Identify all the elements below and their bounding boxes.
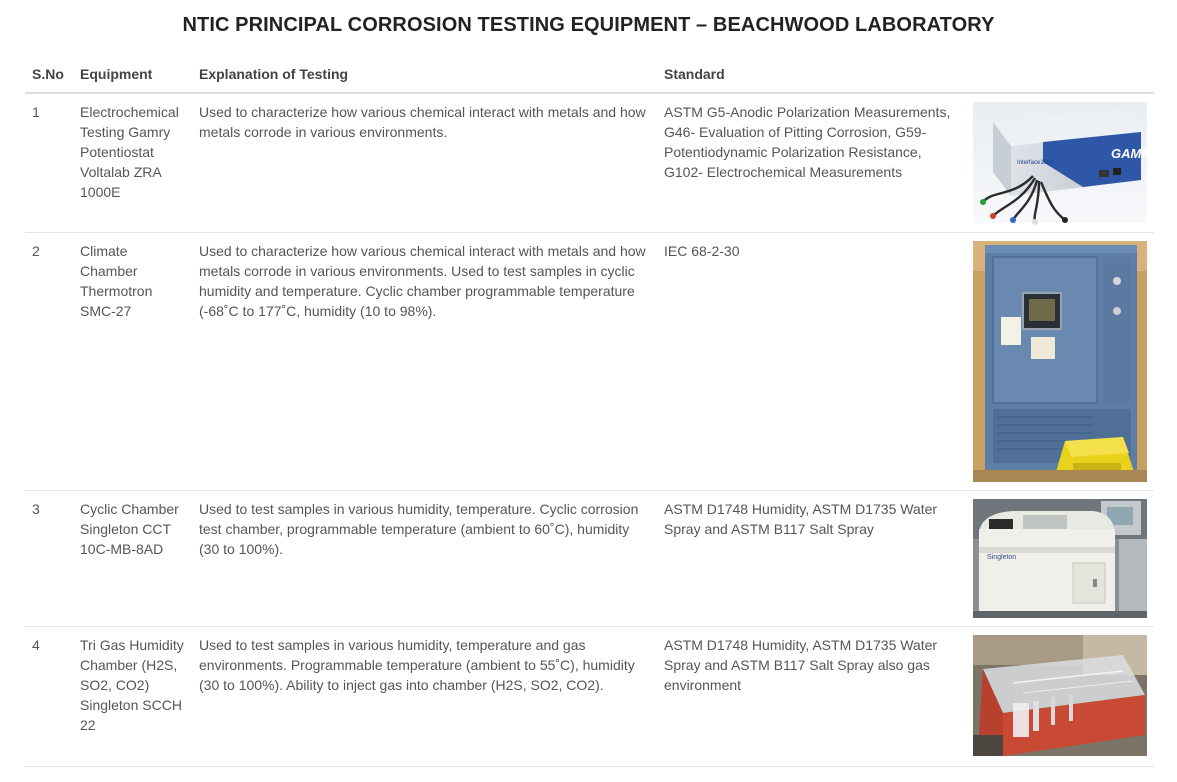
cell-explanation: Used to test samples in various humidity, temperature. Cyclic corrosion test chamber, programmable temperature (ambient to 60˚C), humidity (30 to 100%). xyxy=(192,490,657,626)
table-header-row xyxy=(25,58,1154,93)
cell-standard: IEC 68-2-30 xyxy=(657,232,965,490)
cell-equipment: Climate Chamber Thermotron SMC-27 xyxy=(73,232,192,490)
cell-explanation: Used to characterize how various chemical interact with metals and how metals corrode in various environments. xyxy=(192,93,657,232)
column-header-sno: S.No xyxy=(25,58,73,93)
table-row xyxy=(25,93,1154,232)
cell-explanation: Used to characterize how various chemical interact with metals and how metals corrode in various environments. Used to test samples in cyclic humidity and temperature. Cyclic chamber programmable temperature (-68˚C to 177˚C, humidity (10 to 98%). xyxy=(192,232,657,490)
cell-standard: ASTM D1748 Humidity, ASTM D1735 Water Spray and ASTM B117 Salt Spray xyxy=(657,490,965,626)
cell-image xyxy=(965,490,1154,626)
equipment-table xyxy=(25,58,1160,767)
cell-sno: 3 xyxy=(25,490,73,626)
cell-equipment: Tri Gas Humidity Chamber (H2S, SO2, CO2) Singleton SCCH 22 xyxy=(73,626,192,766)
column-header-equipment: Equipment xyxy=(73,58,192,93)
table-row xyxy=(25,232,1154,490)
tri-gas-chamber-photo xyxy=(973,635,1147,756)
device-model-label: Interface1000 xyxy=(1017,160,1054,166)
table-row xyxy=(25,490,1154,626)
device-brand-label: GAMRY xyxy=(1111,146,1160,161)
cell-image xyxy=(965,93,1160,232)
device-brand-label: Singleton xyxy=(987,553,1017,561)
cell-standard: ASTM D1748 Humidity, ASTM D1735 Water Spray and ASTM B117 Salt Spray also gas environment xyxy=(657,626,965,766)
cyclic-chamber-photo xyxy=(973,499,1147,618)
cell-standard: ASTM G5-Anodic Polarization Measurements, G46- Evaluation of Pitting Corrosion, G59- Potentiodynamic Polarization Resistance, G102- Electrochemical Measurements xyxy=(657,93,965,232)
climate-chamber-photo xyxy=(973,241,1147,482)
table-row xyxy=(25,626,1154,766)
column-header-standard: Standard xyxy=(657,58,965,93)
cell-sno: 2 xyxy=(25,232,73,490)
cell-image xyxy=(965,232,1154,490)
cell-explanation: Used to test samples in various humidity, temperature and gas environments. Programmable temperature (ambient to 55˚C), humidity (30 to 100%). Ability to inject gas into chamber (H2S, SO2, CO2). xyxy=(192,626,657,766)
cell-image xyxy=(965,626,1154,766)
cell-equipment: Electrochemical Testing Gamry Potentiostat Voltalab ZRA 1000E xyxy=(73,93,192,232)
cell-sno: 1 xyxy=(25,93,73,232)
column-header-explanation: Explanation of Testing xyxy=(192,58,657,93)
page-title: NTIC PRINCIPAL CORROSION TESTING EQUIPMENT – BEACHWOOD LABORATORY xyxy=(182,14,995,36)
potentiostat-photo xyxy=(973,102,1160,223)
column-header-image xyxy=(965,58,1154,93)
cell-equipment: Cyclic Chamber Singleton CCT 10C-MB-8AD xyxy=(73,490,192,626)
cell-sno: 4 xyxy=(25,626,73,766)
